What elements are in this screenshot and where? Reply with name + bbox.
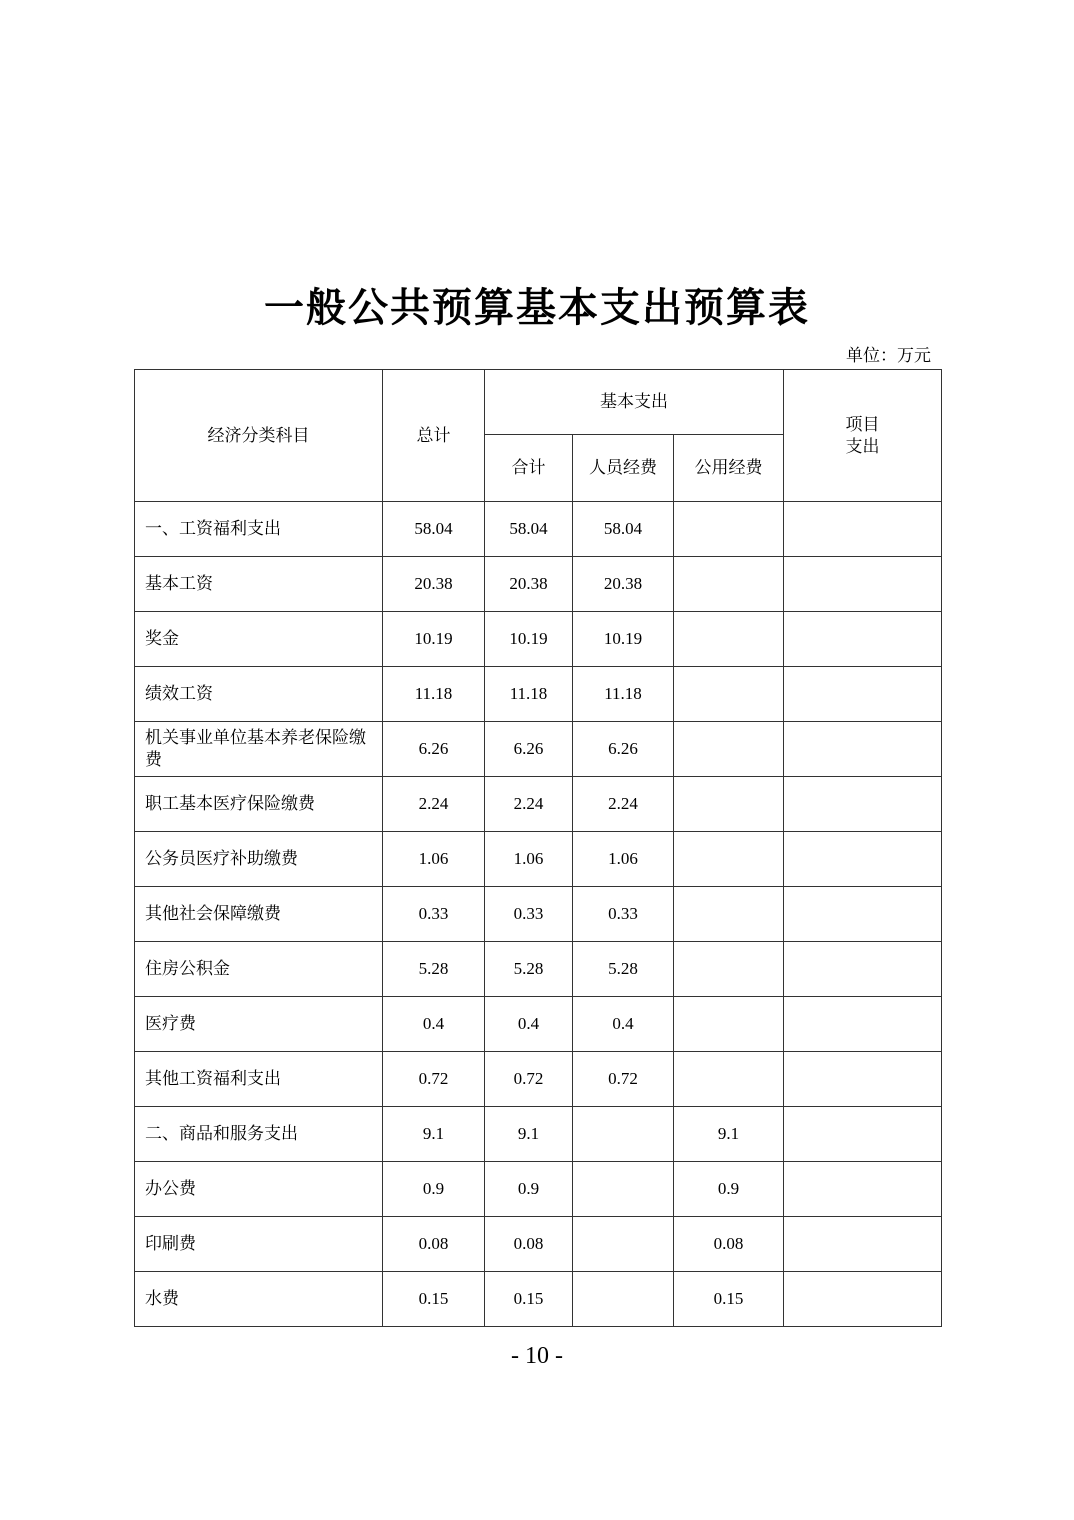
cell-category: 绩效工资 xyxy=(135,667,383,722)
cell-personnel: 11.18 xyxy=(573,667,674,722)
cell-personnel: 0.4 xyxy=(573,997,674,1052)
cell-project xyxy=(784,612,942,667)
cell-category: 办公费 xyxy=(135,1162,383,1217)
cell-project xyxy=(784,777,942,832)
table-body xyxy=(135,502,942,1327)
table-row xyxy=(135,1162,942,1217)
cell-personnel: 0.72 xyxy=(573,1052,674,1107)
table-row xyxy=(135,777,942,832)
cell-total: 0.4 xyxy=(383,997,485,1052)
cell-subtotal: 0.08 xyxy=(485,1217,573,1272)
cell-total: 11.18 xyxy=(383,667,485,722)
cell-total: 9.1 xyxy=(383,1107,485,1162)
cell-personnel: 2.24 xyxy=(573,777,674,832)
cell-subtotal: 1.06 xyxy=(485,832,573,887)
table-row xyxy=(135,1052,942,1107)
cell-personnel xyxy=(573,1107,674,1162)
cell-subtotal: 2.24 xyxy=(485,777,573,832)
header-subtotal: 合计 xyxy=(485,435,573,502)
cell-project xyxy=(784,1162,942,1217)
cell-total: 5.28 xyxy=(383,942,485,997)
cell-project xyxy=(784,1272,942,1327)
cell-public xyxy=(674,1052,784,1107)
cell-category: 基本工资 xyxy=(135,557,383,612)
header-project-line2: 支出 xyxy=(845,436,880,457)
cell-subtotal: 0.9 xyxy=(485,1162,573,1217)
table-row xyxy=(135,832,942,887)
table-row xyxy=(135,722,942,777)
cell-personnel: 58.04 xyxy=(573,502,674,557)
cell-subtotal: 0.72 xyxy=(485,1052,573,1107)
cell-public xyxy=(674,557,784,612)
header-personnel: 人员经费 xyxy=(573,435,674,502)
cell-personnel: 5.28 xyxy=(573,942,674,997)
table-header xyxy=(135,370,942,502)
budget-table xyxy=(134,369,942,1327)
header-public: 公用经费 xyxy=(674,435,784,502)
cell-category: 职工基本医疗保险缴费 xyxy=(135,777,383,832)
table-row xyxy=(135,1272,942,1327)
cell-subtotal: 10.19 xyxy=(485,612,573,667)
cell-category: 二、商品和服务支出 xyxy=(135,1107,383,1162)
cell-project xyxy=(784,1217,942,1272)
cell-total: 58.04 xyxy=(383,502,485,557)
header-basic-expenditure: 基本支出 xyxy=(485,370,784,435)
cell-project xyxy=(784,997,942,1052)
unit-label: 单位：万元 xyxy=(846,346,931,366)
cell-subtotal: 11.18 xyxy=(485,667,573,722)
cell-category: 住房公积金 xyxy=(135,942,383,997)
table-row xyxy=(135,502,942,557)
cell-public: 0.15 xyxy=(674,1272,784,1327)
header-total: 总计 xyxy=(383,370,485,502)
cell-public xyxy=(674,832,784,887)
cell-subtotal: 0.4 xyxy=(485,997,573,1052)
cell-category: 一、工资福利支出 xyxy=(135,502,383,557)
cell-category: 公务员医疗补助缴费 xyxy=(135,832,383,887)
table-row xyxy=(135,942,942,997)
table-row xyxy=(135,1107,942,1162)
table-row xyxy=(135,997,942,1052)
cell-public xyxy=(674,612,784,667)
table-row xyxy=(135,887,942,942)
page-number: - 10 - xyxy=(511,1343,563,1369)
cell-project xyxy=(784,1107,942,1162)
cell-category: 奖金 xyxy=(135,612,383,667)
cell-public xyxy=(674,942,784,997)
cell-project xyxy=(784,832,942,887)
cell-public xyxy=(674,997,784,1052)
cell-project xyxy=(784,887,942,942)
cell-project xyxy=(784,942,942,997)
cell-category: 印刷费 xyxy=(135,1217,383,1272)
cell-total: 6.26 xyxy=(383,722,485,777)
cell-personnel xyxy=(573,1272,674,1327)
header-project-line1: 项目 xyxy=(845,414,880,435)
cell-category: 其他工资福利支出 xyxy=(135,1052,383,1107)
cell-subtotal: 0.33 xyxy=(485,887,573,942)
table-row xyxy=(135,557,942,612)
cell-subtotal: 20.38 xyxy=(485,557,573,612)
cell-public xyxy=(674,502,784,557)
header-category: 经济分类科目 xyxy=(135,370,383,502)
cell-project xyxy=(784,502,942,557)
cell-subtotal: 6.26 xyxy=(485,722,573,777)
cell-subtotal: 58.04 xyxy=(485,502,573,557)
cell-personnel: 0.33 xyxy=(573,887,674,942)
table-row xyxy=(135,1217,942,1272)
cell-public xyxy=(674,887,784,942)
page-title: 一般公共预算基本支出预算表 xyxy=(264,285,810,331)
cell-public: 0.9 xyxy=(674,1162,784,1217)
cell-project xyxy=(784,722,942,777)
cell-total: 10.19 xyxy=(383,612,485,667)
cell-project xyxy=(784,1052,942,1107)
cell-personnel: 6.26 xyxy=(573,722,674,777)
cell-subtotal: 0.15 xyxy=(485,1272,573,1327)
cell-total: 1.06 xyxy=(383,832,485,887)
cell-category: 医疗费 xyxy=(135,997,383,1052)
table-row xyxy=(135,667,942,722)
cell-public xyxy=(674,777,784,832)
cell-category: 其他社会保障缴费 xyxy=(135,887,383,942)
cell-project xyxy=(784,667,942,722)
cell-total: 0.72 xyxy=(383,1052,485,1107)
cell-public xyxy=(674,722,784,777)
cell-category: 水费 xyxy=(135,1272,383,1327)
cell-total: 2.24 xyxy=(383,777,485,832)
cell-public: 9.1 xyxy=(674,1107,784,1162)
cell-total: 0.9 xyxy=(383,1162,485,1217)
cell-personnel: 10.19 xyxy=(573,612,674,667)
cell-total: 0.33 xyxy=(383,887,485,942)
cell-project xyxy=(784,557,942,612)
cell-total: 0.15 xyxy=(383,1272,485,1327)
cell-category: 机关事业单位基本养老保险缴费 xyxy=(135,722,383,777)
table-row xyxy=(135,612,942,667)
header-project-expenditure xyxy=(784,370,942,502)
cell-public xyxy=(674,667,784,722)
cell-total: 20.38 xyxy=(383,557,485,612)
cell-public: 0.08 xyxy=(674,1217,784,1272)
cell-personnel: 20.38 xyxy=(573,557,674,612)
cell-total: 0.08 xyxy=(383,1217,485,1272)
cell-subtotal: 5.28 xyxy=(485,942,573,997)
cell-personnel xyxy=(573,1162,674,1217)
cell-personnel: 1.06 xyxy=(573,832,674,887)
cell-subtotal: 9.1 xyxy=(485,1107,573,1162)
cell-personnel xyxy=(573,1217,674,1272)
